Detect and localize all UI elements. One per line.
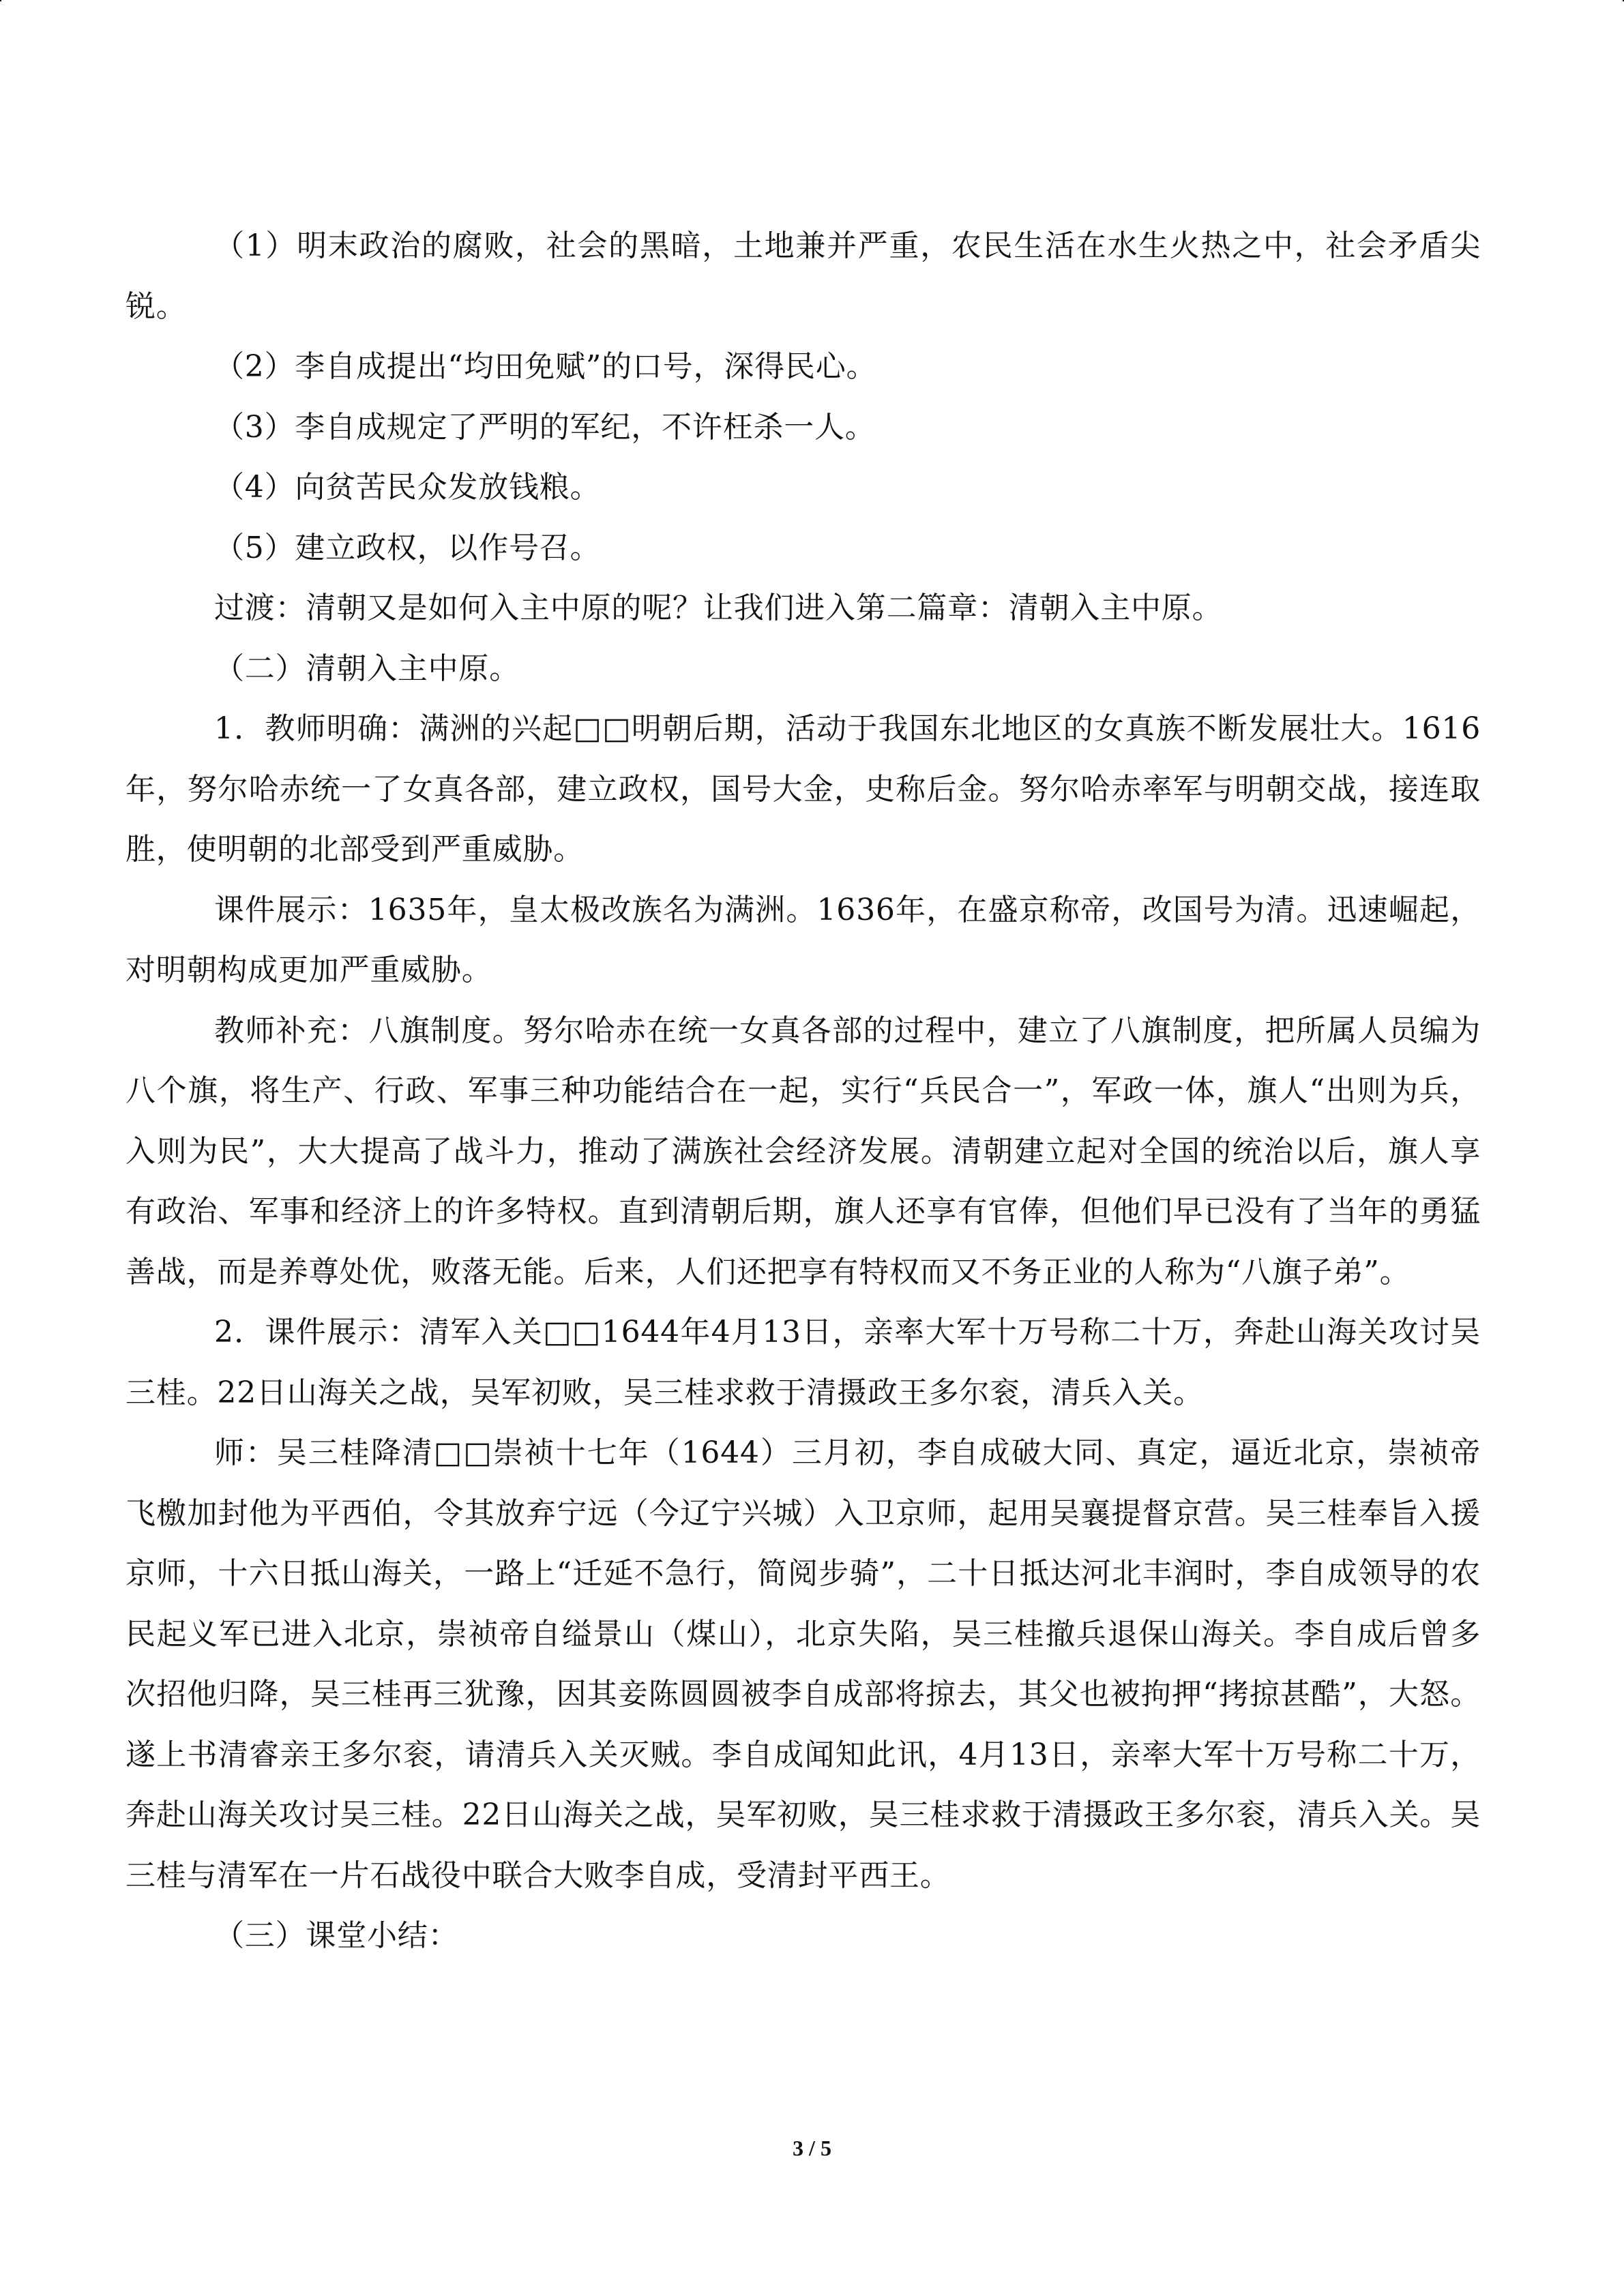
paragraph-manchu-rise: 1．教师明确：满洲的兴起□□明朝后期，活动于我国东北地区的女真族不断发展壮大。1616年，努尔哈赤统一了女真各部，建立政权，国号大金，史称后金。努尔哈赤率军与明朝交战，接连取胜，使明朝的北部受到严重威胁。 (126, 711, 1481, 867)
paragraph-transition: 过渡：清朝又是如何入主中原的呢？让我们进入第二篇章：清朝入主中原。 (214, 591, 1223, 625)
page-number: 3 / 5 (793, 2136, 831, 2160)
paragraph-qing-enters-pass: 2．课件展示：清军入关□□1644年4月13日，亲率大军十万号称二十万，奔赴山海关攻讨吴三桂。22日山海关之战，吴军初败，吴三桂求救于清摄政王多尔衮，清兵入关。 (126, 1315, 1481, 1410)
paragraph-wu-sangui: 师：吴三桂降清□□崇祯十七年（1644）三月初，李自成破大同、真定，逼近北京，崇祯帝飞檄加封他为平西伯，令其放弃宁远（今辽宁兴城）入卫京师，起用吴襄提督京营。吴三桂奉旨入援京师，十六日抵山海关，一路上“迁延不急行，简阅步骑”，二十日抵达河北丰润时，李自成领导的农民起义军已进入北京，崇祯帝自缢景山（煤山），北京失陷，吴三桂撤兵退保山海关。李自成后曾多次招他归降，吴三桂再三犹豫，因其妾陈圆圆被李自成部将掠去，其父也被拘押“拷掠甚酷”，大怒。遂上书清睿亲王多尔衮，请清兵入关灭贼。李自成闻知此讯，4月13日，亲率大军十万号称二十万，奔赴山海关攻讨吴三桂。22日山海关之战，吴军初败，吴三桂求救于清摄政王多尔衮，清兵入关。吴三桂与清军在一片石战役中联合大败李自成，受清封平西王。 (126, 1435, 1481, 1893)
paragraph-cause-4: （4）向贫苦民众发放钱粮。 (214, 470, 601, 505)
page-corner-mark (0, 0, 1, 1)
document-body (126, 216, 1481, 1967)
paragraph-cause-1: （1）明末政治的腐败，社会的黑暗，土地兼并严重，农民生活在水生火热之中，社会矛盾尖锐。 (126, 228, 1481, 324)
section-heading-qing-entry: （二）清朝入主中原。 (214, 651, 520, 686)
paragraph-eight-banners: 教师补充：八旗制度。努尔哈赤在统一女真各部的过程中，建立了八旗制度，把所属人员编为八个旗，将生产、行政、军事三种功能结合在一起，实行“兵民合一”，军政一体，旗人“出则为兵，入则为民”，大大提高了战斗力，推动了满族社会经济发展。清朝建立起对全国的统治以后，旗人享有政治、军事和经济上的许多特权。直到清朝后期，旗人还享有官俸，但他们早已没有了当年的勇猛善战，而是养尊处优，败落无能。后来，人们还把享有特权而又不务正业的人称为“八旗子弟”。 (126, 1013, 1481, 1289)
paragraph-cause-5: （5）建立政权，以作号召。 (214, 530, 601, 565)
paragraph-cause-2: （2）李自成提出“均田免赋”的口号，深得民心。 (214, 349, 877, 384)
paragraph-cause-3: （3）李自成规定了严明的军纪，不许枉杀一人。 (214, 409, 876, 445)
section-heading-summary: （三）课堂小结： (214, 1918, 459, 1953)
paragraph-courseware-1635: 课件展示：1635年，皇太极改族名为满洲。1636年，在盛京称帝，改国号为清。迅速崛起，对明朝构成更加严重威胁。 (126, 892, 1481, 987)
